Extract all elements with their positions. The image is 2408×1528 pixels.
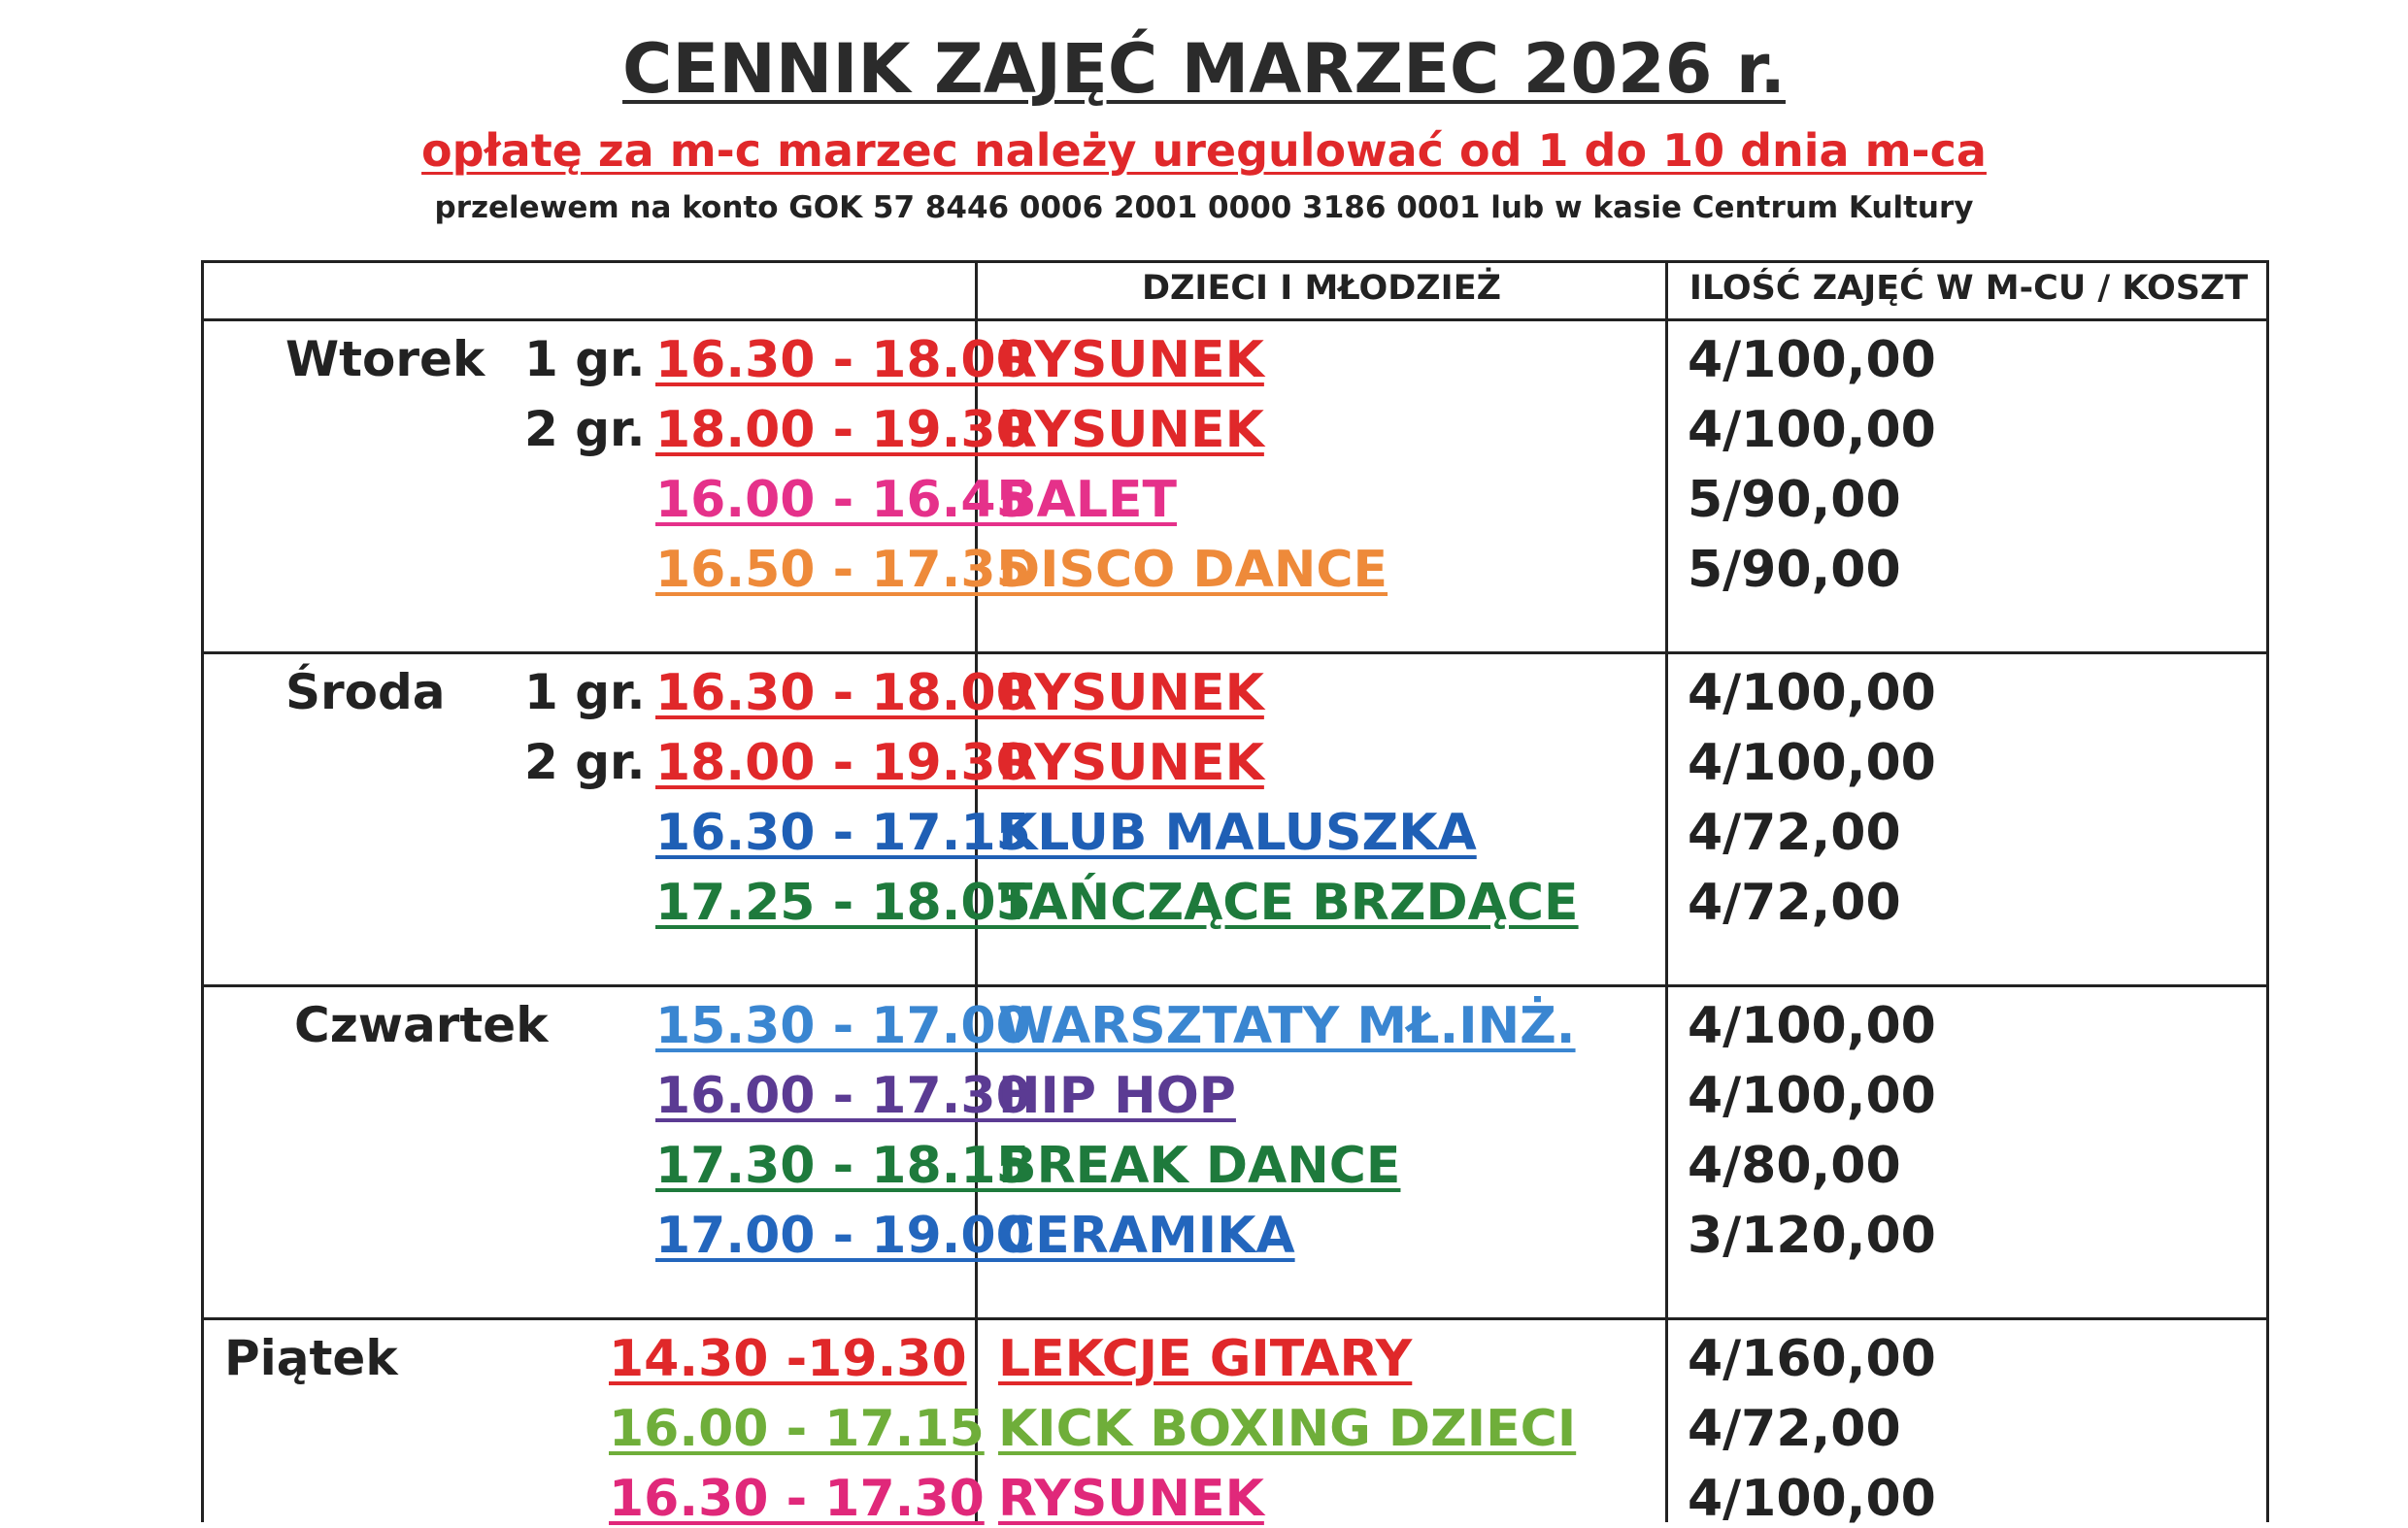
class-cost: 4/72,00 — [1688, 804, 1901, 862]
column-header-children: DZIECI I MŁODZIEŻ — [1141, 269, 1501, 308]
class-cost: 5/90,00 — [1688, 541, 1901, 599]
day-section-divider — [204, 651, 2266, 654]
header-row-divider — [204, 318, 2266, 321]
class-time: 17.00 - 19.00 — [655, 1207, 1031, 1265]
class-time: 15.30 - 17.00 — [655, 997, 1031, 1055]
class-time: 16.30 - 18.00 — [655, 331, 1031, 389]
class-cost: 4/72,00 — [1688, 1400, 1901, 1458]
class-time: 17.30 - 18.15 — [655, 1137, 1031, 1195]
class-time: 16.30 - 17.15 — [655, 804, 1031, 862]
class-cost: 4/100,00 — [1688, 1470, 1936, 1528]
group-label: 1 gr. — [524, 331, 646, 387]
class-time: 17.25 - 18.05 — [655, 874, 1031, 932]
class-activity: HIP HOP — [998, 1067, 1236, 1125]
class-cost: 4/160,00 — [1688, 1330, 1936, 1388]
group-label: 1 gr. — [524, 664, 646, 720]
class-activity: KLUB MALUSZKA — [998, 804, 1477, 862]
class-time: 18.00 - 19.30 — [655, 734, 1031, 792]
class-activity: KICK BOXING DZIECI — [998, 1400, 1577, 1458]
day-label: Piątek — [224, 1330, 398, 1386]
class-activity: DISCO DANCE — [998, 541, 1388, 599]
day-section-divider — [204, 984, 2266, 987]
class-activity: CERAMIKA — [998, 1207, 1295, 1265]
day-label: Środa — [285, 664, 446, 720]
class-cost: 4/72,00 — [1688, 874, 1901, 932]
class-time: 16.50 - 17.35 — [655, 541, 1031, 599]
class-cost: 4/100,00 — [1688, 401, 1936, 459]
group-label: 2 gr. — [524, 401, 646, 457]
class-time: 16.00 - 17.30 — [655, 1067, 1031, 1125]
page-title: CENNIK ZAJĘĆ MARZEC 2026 r. — [622, 29, 1786, 109]
class-activity: LEKCJE GITARY — [998, 1330, 1413, 1388]
class-time: 18.00 - 19.30 — [655, 401, 1031, 459]
class-time: 16.30 - 18.00 — [655, 664, 1031, 722]
class-activity: RYSUNEK — [998, 1470, 1264, 1528]
group-label: 2 gr. — [524, 734, 646, 790]
class-activity: TAŃCZĄCE BRZDĄCE — [998, 874, 1579, 932]
class-cost: 4/100,00 — [1688, 1067, 1936, 1125]
class-activity: RYSUNEK — [998, 331, 1264, 389]
day-section-divider — [204, 1317, 2266, 1320]
class-time: 16.00 - 16.45 — [655, 471, 1031, 529]
class-activity: WARSZTATY MŁ.INŻ. — [998, 997, 1576, 1055]
class-cost: 3/120,00 — [1688, 1207, 1936, 1265]
class-cost: 4/100,00 — [1688, 734, 1936, 792]
day-label: Wtorek — [285, 331, 485, 387]
class-cost: 4/80,00 — [1688, 1137, 1901, 1195]
class-activity: RYSUNEK — [998, 734, 1264, 792]
class-cost: 4/100,00 — [1688, 331, 1936, 389]
class-cost: 4/100,00 — [1688, 997, 1936, 1055]
class-activity: BALET — [998, 471, 1178, 529]
column-header-cost: ILOŚĆ ZAJĘĆ W M-CU / KOSZT — [1689, 269, 2249, 308]
day-label: Czwartek — [294, 997, 549, 1053]
class-activity: RYSUNEK — [998, 401, 1264, 459]
class-time: 14.30 -19.30 — [609, 1330, 967, 1388]
bank-account-note: przelewem na konto GOK 57 8446 0006 2001 0000 3186 0001 lub w kasie Centrum Kultury — [434, 190, 1974, 225]
price-table — [201, 260, 2269, 1528]
class-cost: 4/100,00 — [1688, 664, 1936, 722]
class-cost: 5/90,00 — [1688, 471, 1901, 529]
column-divider — [1665, 263, 1668, 1522]
class-time: 16.00 - 17.15 — [609, 1400, 985, 1458]
class-activity: BREAK DANCE — [998, 1137, 1401, 1195]
payment-deadline-note: opłatę za m-c marzec należy uregulować od 1 do 10 dnia m-ca — [421, 124, 1987, 177]
class-activity: RYSUNEK — [998, 664, 1264, 722]
class-time: 16.30 - 17.30 — [609, 1470, 985, 1528]
